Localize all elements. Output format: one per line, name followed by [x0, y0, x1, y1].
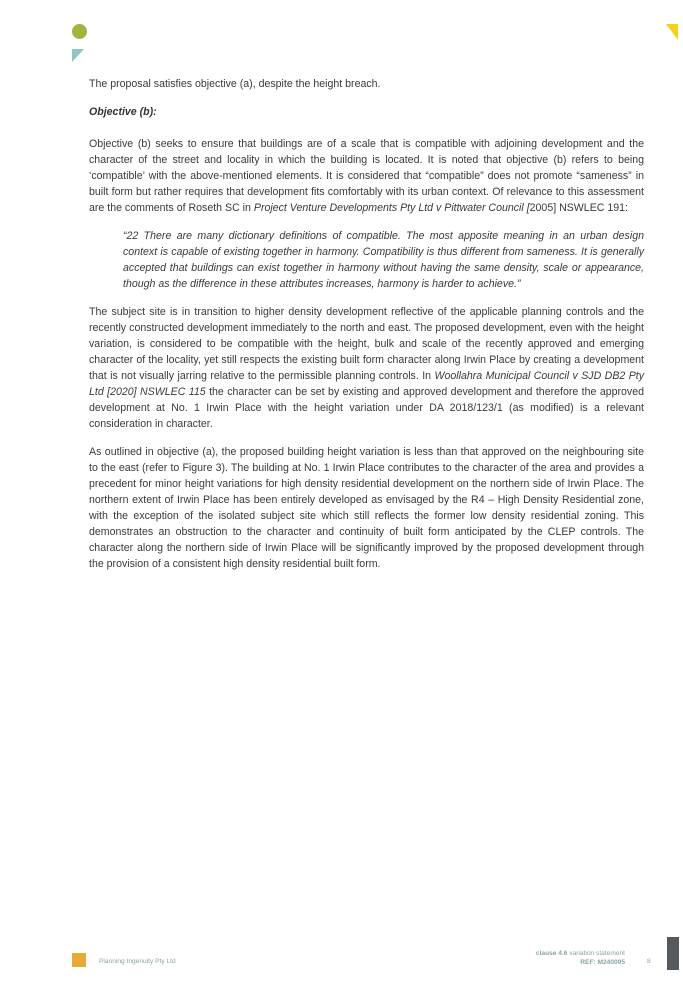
- block-quote: “22 There are many dictionary definitions of compatible. The most apposite meaning in an urban design context is capable of existing together in harmony. Compatibility is thus different from sameness. It is generally accepted that buildings can exist together in harmony without having the same density, scale or appearance, though as the difference in these attributes increases, harmony is harder to achieve.”: [123, 230, 644, 290]
- paragraph-text: 2005] NSWLEC 191:: [529, 202, 628, 214]
- paragraph-objective-a-conclusion: The proposal satisfies objective (a), despite the height breach.: [89, 78, 381, 90]
- footer-document-title: [536, 949, 625, 958]
- paragraph-height-variation: As outlined in objective (a), the proposed building height variation is less than that approved on the neighbouring site to the east (refer to Figure 3). The building at No. 1 Irwin Place contributes to the character of the area and provides a precedent for minor height variations for high density residential development on the northern side of Irwin Place. The northern extent of Irwin Place has been entirely developed as envisaged by the R4 – High Density Residential zone, with the exception of the isolated subject site which still reflects the former low density residential zoning. This demonstrates an obstruction to the character and continuity of built form anticipated by the CLEP controls. The character along the northern side of Irwin Place will be significantly improved by the proposed development through the provision of a consistent high density residential built form.: [89, 446, 644, 570]
- paragraph-text: the character can be set by existing and approved development and therefore the approved development at No. 1 Irwin Place with the height variation under DA 2018/123/1 (as modified) is a relevant consideration in character.: [89, 386, 644, 430]
- paragraph-objective-b-intro: [89, 136, 644, 216]
- logo-circle-mark: [72, 24, 87, 39]
- paragraph-text: The subject site is in transition to higher density development reflective of the applicable planning controls and the recently constructed development immediately to the north and east. The proposed development, even with the height variation, is considered to be compatible with the height, bulk and scale of the recently approved and emerging character of the locality, yet still respects the existing built form character along Irwin Place by creating a development that is not visually jarring relative to the permissible planning controls. In: [89, 306, 644, 382]
- heading-objective-b: Objective (b):: [89, 106, 157, 118]
- footer-clause-rest: variation statement: [567, 950, 625, 957]
- paragraph-transition: [89, 304, 644, 432]
- footer-reference: REF: M240095: [580, 959, 625, 966]
- logo-triangle-mark: [72, 49, 84, 62]
- footer-square-mark: [72, 953, 86, 967]
- paragraph-text: Objective (b) seeks to ensure that buildings are of a scale that is compatible with adjoining development and the character of the street and locality in which the building is located. It is noted that objective (b) refers to being ‘compatible’ with the above-mentioned elements. It is considered that “compatible” does not promote “sameness” in built form but rather requires that development fits comfortably with its urban context. Of relevance to this assessment are the comments of Roseth SC in: [89, 138, 644, 214]
- case-citation: Project Venture Developments Pty Ltd v Pittwater Council [: [253, 202, 530, 214]
- footer-bar-mark: [667, 937, 679, 970]
- footer-document-info: [536, 949, 625, 967]
- corner-triangle-mark: [666, 24, 678, 40]
- page-number: 8: [647, 958, 651, 965]
- footer-company-name: Planning Ingenuity Pty Ltd: [99, 958, 176, 965]
- case-citation: Woollahra Municipal Council v SJD DB2 Pty Ltd [2020] NSWLEC 115: [89, 370, 644, 398]
- document-body: [89, 76, 644, 584]
- footer-clause: clause 4.6: [535, 950, 568, 957]
